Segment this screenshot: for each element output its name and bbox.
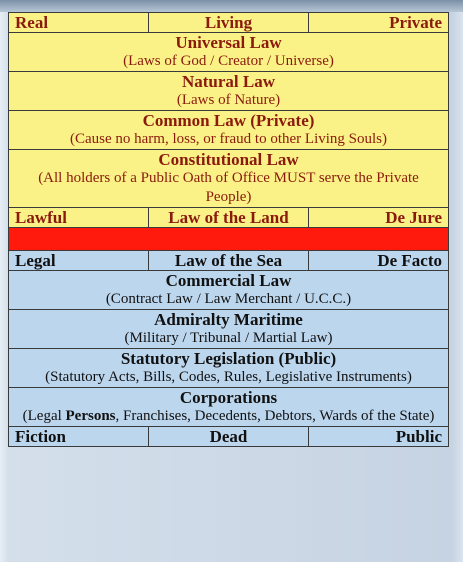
admiralty-maritime-cell xyxy=(9,310,449,349)
footer-lawful: Lawful xyxy=(9,208,149,228)
header-private: Private xyxy=(309,13,449,33)
section-title: Universal Law xyxy=(175,33,282,52)
header-legal: Legal xyxy=(9,251,149,271)
upper-footer-row xyxy=(9,208,449,228)
desc-bold-persons: Persons xyxy=(65,408,116,424)
natural-law-cell xyxy=(9,72,449,111)
section-title: Admiralty Maritime xyxy=(154,310,303,329)
corporations-cell xyxy=(9,388,449,427)
section-desc: (All holders of a Public Oath of Office MUST serve the Private People) xyxy=(38,170,419,205)
common-law-cell xyxy=(9,111,449,150)
statutory-legislation-cell xyxy=(9,349,449,388)
commercial-law-cell xyxy=(9,271,449,310)
section-title: Corporations xyxy=(179,388,278,407)
header-real: Real xyxy=(9,13,149,33)
footer-dead: Dead xyxy=(149,427,309,447)
section-title: Common Law (Private) xyxy=(142,111,315,130)
section-universal-law xyxy=(9,33,449,72)
divider-row xyxy=(9,228,449,251)
desc-pre: (Legal xyxy=(22,408,66,424)
universal-law-cell xyxy=(9,33,449,72)
header-living: Living xyxy=(149,13,309,33)
section-commercial-law xyxy=(9,271,449,310)
section-desc: (Laws of God / Creator / Universe) xyxy=(123,53,334,69)
top-edge-strip xyxy=(0,0,463,12)
section-title: Statutory Legislation (Public) xyxy=(120,349,337,368)
section-desc: (Laws of Nature) xyxy=(176,92,281,108)
upper-header-row xyxy=(9,13,449,33)
section-desc: (Statutory Acts, Bills, Codes, Rules, Legislative Instruments) xyxy=(45,369,412,385)
section-natural-law xyxy=(9,72,449,111)
footer-law-of-the-land: Law of the Land xyxy=(149,208,309,228)
section-corporations xyxy=(9,388,449,427)
section-desc xyxy=(15,407,442,426)
law-hierarchy-table xyxy=(8,12,449,447)
desc-post: , Franchises, Decedents, Debtors, Wards of the State) xyxy=(115,408,435,424)
section-common-law xyxy=(9,111,449,150)
section-title: Constitutional Law xyxy=(158,150,299,169)
lower-footer-row xyxy=(9,427,449,447)
constitutional-law-cell xyxy=(9,150,449,208)
section-admiralty-maritime xyxy=(9,310,449,349)
section-constitutional-law xyxy=(9,150,449,208)
section-statutory-legislation xyxy=(9,349,449,388)
header-law-of-the-sea: Law of the Sea xyxy=(149,251,309,271)
red-divider-bar xyxy=(9,228,449,251)
section-desc: (Military / Tribunal / Martial Law) xyxy=(124,330,333,346)
lower-header-row xyxy=(9,251,449,271)
section-title: Commercial Law xyxy=(165,271,292,290)
section-desc: (Cause no harm, loss, or fraud to other Living Souls) xyxy=(69,131,388,147)
header-de-facto: De Facto xyxy=(309,251,449,271)
footer-public: Public xyxy=(309,427,449,447)
footer-fiction: Fiction xyxy=(9,427,149,447)
section-title: Natural Law xyxy=(181,72,276,91)
section-desc: (Contract Law / Law Merchant / U.C.C.) xyxy=(105,291,352,307)
footer-de-jure: De Jure xyxy=(309,208,449,228)
